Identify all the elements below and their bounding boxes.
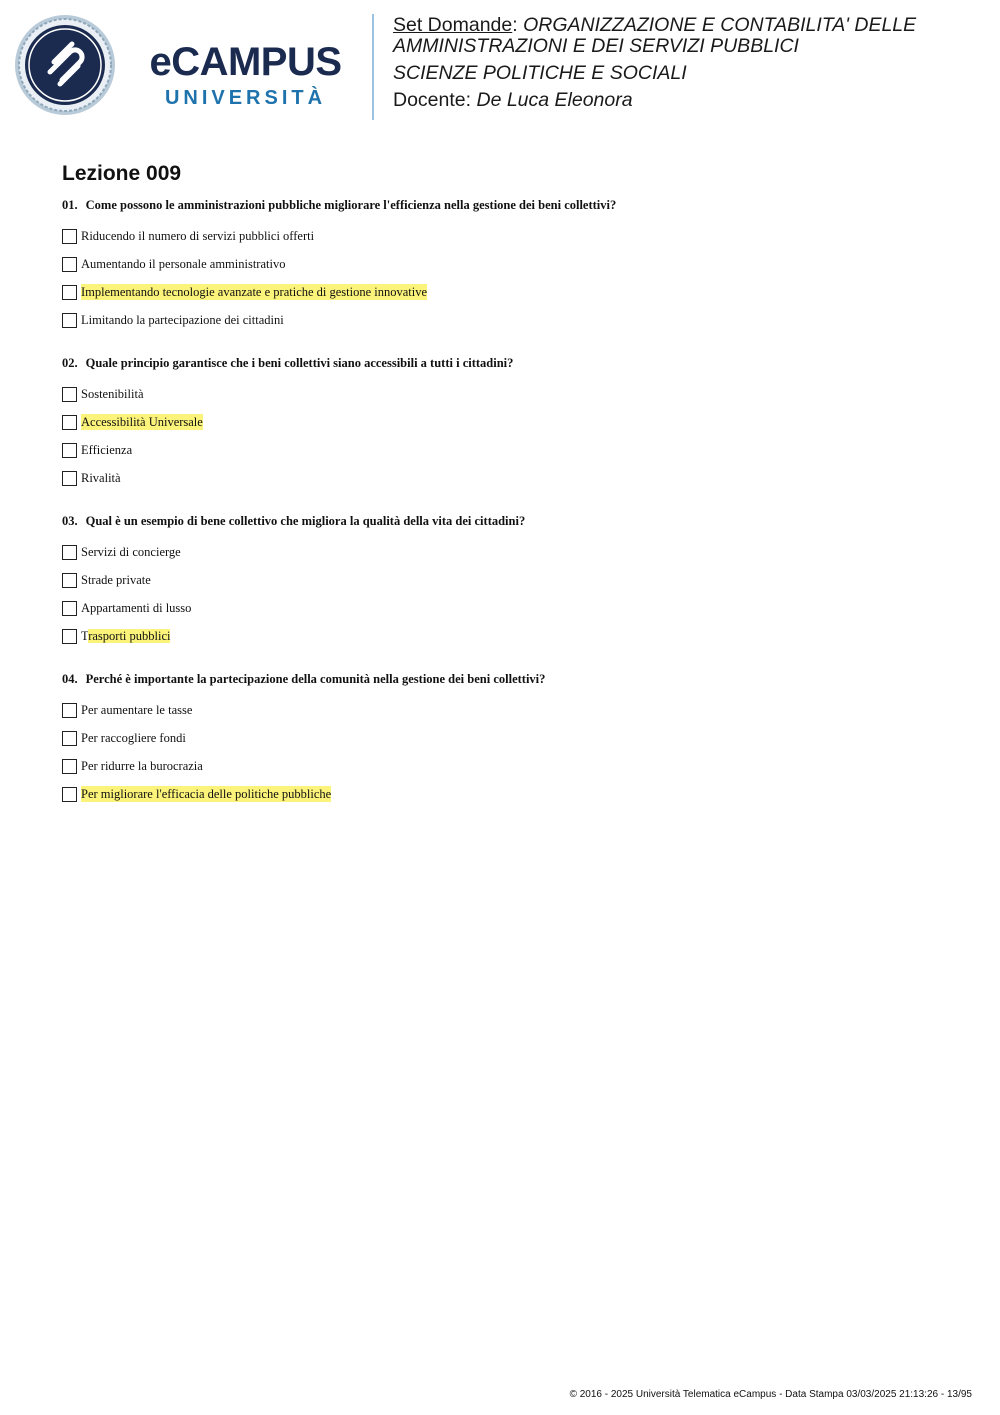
- question-number: 03.: [62, 514, 78, 528]
- ecampus-seal-logo: [14, 14, 116, 116]
- answer-label: Strade private: [81, 573, 151, 587]
- answer-option[interactable]: [62, 380, 962, 408]
- question-label: Come possono le amministrazioni pubbliche migliorare l'efficienza nella gestione dei beni collettivi?: [85, 198, 617, 212]
- answer-label: Sostenibilità: [81, 387, 144, 401]
- answer-checkbox[interactable]: [62, 629, 77, 644]
- question-text: [62, 512, 962, 530]
- set-title-line2: AMMINISTRAZIONI E DEI SERVIZI PUBBLICI: [393, 35, 799, 57]
- set-label: Set Domande: [393, 14, 513, 36]
- answer-option[interactable]: [62, 566, 962, 594]
- question: [62, 670, 962, 808]
- docente-label: Docente:: [393, 89, 472, 111]
- answer-checkbox[interactable]: [62, 471, 77, 486]
- answer-option[interactable]: [62, 306, 962, 334]
- answer-option[interactable]: [62, 538, 962, 566]
- answer-option[interactable]: [62, 464, 962, 492]
- answer-checkbox[interactable]: [62, 443, 77, 458]
- question-text: [62, 354, 962, 372]
- answer-label: Per aumentare le tasse: [81, 703, 193, 717]
- header-info: [393, 15, 973, 111]
- faculty: SCIENZE POLITICHE E SOCIALI: [393, 62, 687, 84]
- set-title-part1: ORGANIZZAZIONE E CONTABILITA' DELLE: [523, 14, 917, 36]
- question: [62, 196, 962, 334]
- question-label: Qual è un esempio di bene collettivo che migliora la qualità della vita dei cittadini?: [85, 514, 526, 528]
- page-footer: © 2016 - 2025 Università Telematica eCampus - Data Stampa 03/03/2025 21:13:26 - 13/95: [569, 1389, 972, 1400]
- question: [62, 512, 962, 650]
- question-number: 04.: [62, 672, 78, 686]
- answer-option[interactable]: [62, 436, 962, 464]
- answer-label: Efficienza: [81, 443, 133, 457]
- brand-wordmark: [133, 40, 358, 112]
- answer-option[interactable]: [62, 594, 962, 622]
- docente-name: De Luca Eleonora: [476, 89, 633, 111]
- answer-label: Aumentando il personale amministrativo: [81, 257, 286, 271]
- answer-option[interactable]: [62, 780, 962, 808]
- question-label: Perché è importante la partecipazione della comunità nella gestione dei beni collettivi?: [85, 672, 546, 686]
- answer-label-correct: Accessibilità Universale: [81, 415, 203, 429]
- set-title-line1: Set Domande: ORGANIZZAZIONE E CONTABILITA' DELLE: [393, 14, 917, 36]
- answer-option[interactable]: [62, 278, 962, 306]
- header-divider: [372, 14, 374, 120]
- question-number: 02.: [62, 356, 78, 370]
- answer-label: Riducendo il numero di servizi pubblici offerti: [81, 229, 315, 243]
- answer-label-correct: Trasporti pubblici: [81, 629, 171, 643]
- answer-checkbox[interactable]: [62, 545, 77, 560]
- answer-checkbox[interactable]: [62, 229, 77, 244]
- answer-option[interactable]: [62, 724, 962, 752]
- answer-label: Rivalità: [81, 471, 121, 485]
- answer-label: Appartamenti di lusso: [81, 601, 192, 615]
- question-text: [62, 196, 962, 214]
- answer-option[interactable]: [62, 752, 962, 780]
- answer-option[interactable]: [62, 622, 962, 650]
- answer-label: Limitando la partecipazione dei cittadini: [81, 313, 284, 327]
- question-text: [62, 670, 962, 688]
- answer-checkbox[interactable]: [62, 415, 77, 430]
- answer-option[interactable]: [62, 250, 962, 278]
- page-header: [0, 0, 1000, 130]
- answer-option[interactable]: [62, 408, 962, 436]
- answer-checkbox[interactable]: [62, 703, 77, 718]
- brand-name: eCAMPUS: [149, 40, 342, 84]
- answer-label-correct: Per migliorare l'efficacia delle politiche pubbliche: [81, 787, 332, 801]
- answer-checkbox[interactable]: [62, 285, 77, 300]
- answer-checkbox[interactable]: [62, 787, 77, 802]
- answer-checkbox[interactable]: [62, 313, 77, 328]
- answer-label: Per raccogliere fondi: [81, 731, 186, 745]
- question-list: [62, 196, 962, 828]
- answer-checkbox[interactable]: [62, 601, 77, 616]
- answer-option[interactable]: [62, 222, 962, 250]
- question-label: Quale principio garantisce che i beni collettivi siano accessibili a tutti i cittadini?: [85, 356, 514, 370]
- answer-checkbox[interactable]: [62, 387, 77, 402]
- brand-subtitle: UNIVERSITÀ: [164, 87, 327, 109]
- answer-option[interactable]: [62, 696, 962, 724]
- lesson-title: Lezione 009: [62, 162, 182, 185]
- answer-checkbox[interactable]: [62, 257, 77, 272]
- question-number: 01.: [62, 198, 78, 212]
- answer-label: Servizi di concierge: [81, 545, 181, 559]
- answer-label-correct: Implementando tecnologie avanzate e pratiche di gestione innovative: [81, 285, 428, 299]
- question: [62, 354, 962, 492]
- answer-checkbox[interactable]: [62, 731, 77, 746]
- answer-checkbox[interactable]: [62, 573, 77, 588]
- answer-checkbox[interactable]: [62, 759, 77, 774]
- docente-line: [393, 90, 973, 111]
- answer-label: Per ridurre la burocrazia: [81, 759, 203, 773]
